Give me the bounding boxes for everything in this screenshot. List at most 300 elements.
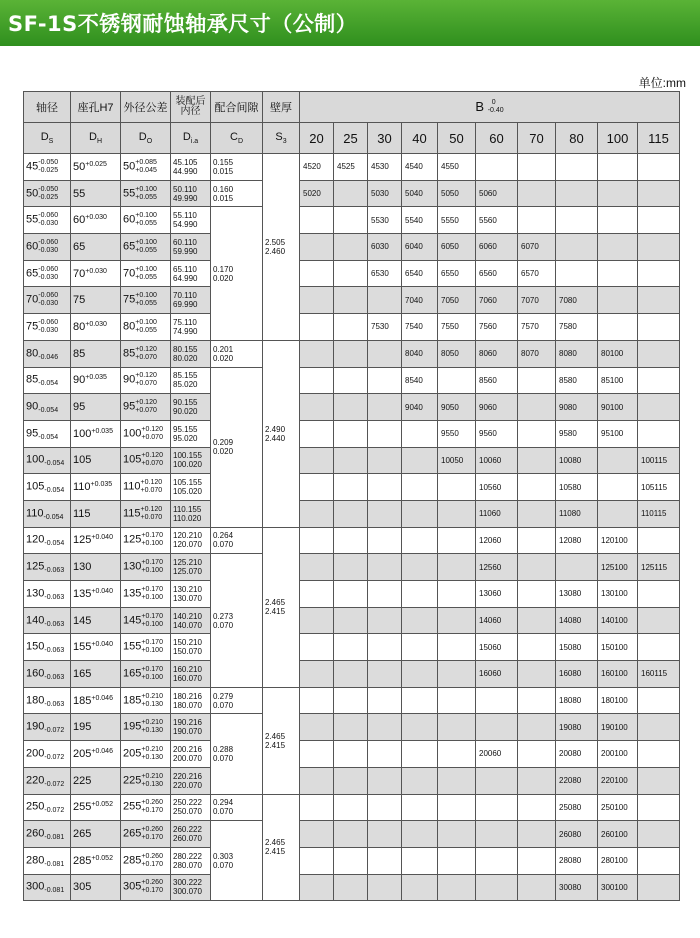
od-cell [121, 287, 171, 314]
bore-tolerance: +0.030 [85, 267, 107, 275]
part-number-cell: 5060 [476, 180, 518, 207]
shaft-tol-lower: -0.081 [44, 887, 65, 895]
bore-cell [71, 767, 121, 794]
clearance-max: 0.170 [213, 264, 234, 274]
clearance-min: 0.070 [213, 753, 234, 763]
part-number-cell: 280100 [598, 847, 638, 874]
part-number-cell: 9550 [438, 420, 476, 447]
od-tolerance [135, 212, 157, 228]
shaft-tolerance [44, 452, 64, 468]
assembled-id-max: 80.155 [173, 344, 198, 354]
assembled-id-max: 150.210 [173, 638, 202, 648]
shaft-tol-upper: -0.050 [38, 185, 59, 193]
od-tol-upper: +0.120 [135, 372, 157, 380]
part-number-cell [368, 794, 402, 821]
od-tolerance [135, 346, 157, 362]
od-value: 100 [123, 427, 142, 440]
part-number-cell [300, 394, 334, 421]
header-width-b-label: B [475, 98, 485, 114]
assembled-id-cell [171, 607, 211, 634]
od-tolerance [135, 292, 157, 308]
part-number-cell [518, 420, 556, 447]
assembled-id-min: 64.990 [173, 273, 198, 283]
part-number-cell: 220100 [598, 767, 638, 794]
part-number-cell: 15060 [476, 634, 518, 661]
shaft-cell [24, 154, 71, 181]
od-value: 115 [123, 507, 141, 520]
od-tol-upper: +0.170 [141, 639, 163, 647]
od-value: 255 [123, 800, 142, 813]
bore-value: 95 [73, 401, 86, 414]
shaft-value: 50 [26, 187, 39, 200]
assembled-id-min: 180.070 [173, 700, 202, 710]
part-number-cell [334, 794, 368, 821]
od-value: 130 [123, 560, 142, 573]
od-tol-lower: +0.070 [141, 433, 163, 441]
bore-cell [71, 260, 121, 287]
table-row [24, 367, 680, 394]
bore-value: 100 [73, 427, 92, 440]
part-number-cell [334, 767, 368, 794]
table-row [24, 207, 680, 234]
part-number-cell [438, 874, 476, 901]
assembled-id-max: 190.216 [173, 718, 202, 728]
part-number-cell [638, 234, 680, 261]
part-number-cell: 7580 [556, 314, 598, 341]
od-tol-upper: +0.170 [141, 665, 163, 673]
od-value: 195 [123, 720, 142, 733]
part-number-cell [300, 741, 334, 768]
od-cell [121, 154, 171, 181]
od-cell [121, 687, 171, 714]
part-number-cell [300, 260, 334, 287]
part-number-cell: 10560 [476, 474, 518, 501]
part-number-cell [402, 794, 438, 821]
part-number-cell [638, 340, 680, 367]
part-number-cell [300, 554, 334, 581]
shaft-cell [24, 794, 71, 821]
part-number-cell [368, 607, 402, 634]
part-number-cell: 120100 [598, 527, 638, 554]
sym-shaft [24, 123, 71, 154]
part-number-cell: 6070 [518, 234, 556, 261]
clearance-min: 0.020 [213, 447, 234, 457]
shaft-value: 60 [26, 240, 39, 253]
part-number-cell: 9580 [556, 420, 598, 447]
assembled-id-max: 125.210 [173, 558, 202, 568]
bore-cell [71, 607, 121, 634]
shaft-value: 250 [26, 800, 45, 813]
shaft-value: 125 [26, 560, 45, 573]
clearance-cell [211, 821, 263, 901]
part-number-cell: 7070 [518, 287, 556, 314]
b-col-8: 100 [598, 123, 638, 154]
od-cell [121, 394, 171, 421]
od-tolerance [141, 666, 163, 682]
part-number-cell: 8060 [476, 340, 518, 367]
part-number-cell: 26080 [556, 821, 598, 848]
shaft-tolerance [44, 826, 64, 842]
od-tol-upper: +0.120 [135, 399, 157, 407]
part-number-cell: 6040 [402, 234, 438, 261]
bore-value: 195 [73, 721, 92, 734]
part-number-cell [518, 687, 556, 714]
part-number-cell [476, 767, 518, 794]
assembled-id-cell [171, 767, 211, 794]
od-cell [121, 607, 171, 634]
part-number-cell: 110115 [638, 500, 680, 527]
part-number-cell [300, 874, 334, 901]
part-number-cell [598, 474, 638, 501]
part-number-cell [556, 180, 598, 207]
assembled-id-max: 70.110 [173, 291, 197, 301]
od-value: 80 [123, 320, 136, 333]
shaft-cell [24, 447, 71, 474]
shaft-value: 85 [26, 373, 39, 386]
part-number-cell [368, 714, 402, 741]
part-number-cell [518, 207, 556, 234]
part-number-cell [368, 367, 402, 394]
shaft-value: 180 [26, 694, 45, 707]
od-tol-lower: +0.100 [141, 567, 163, 575]
part-number-cell: 12560 [476, 554, 518, 581]
part-number-cell [368, 474, 402, 501]
assembled-id-cell [171, 314, 211, 341]
table-row [24, 821, 680, 848]
part-number-cell: 180100 [598, 687, 638, 714]
part-number-cell [334, 661, 368, 688]
part-number-cell: 9080 [556, 394, 598, 421]
shaft-cell [24, 714, 71, 741]
od-tol-lower: +0.100 [141, 593, 163, 601]
od-tol-upper: +0.210 [141, 772, 163, 780]
od-value: 225 [123, 774, 142, 787]
assembled-id-max: 200.216 [173, 744, 202, 754]
part-number-cell [300, 714, 334, 741]
clearance-max: 0.279 [213, 691, 234, 701]
shaft-tolerance [44, 613, 64, 629]
sym-clearance [211, 123, 263, 154]
part-number-cell: 5030 [368, 180, 402, 207]
bore-value: 185 [73, 694, 92, 707]
bore-cell [71, 340, 121, 367]
part-number-cell: 7570 [518, 314, 556, 341]
od-cell [121, 207, 171, 234]
wall-max: 2.465 [265, 838, 286, 848]
od-value: 285 [123, 854, 142, 867]
part-number-cell [638, 314, 680, 341]
assembled-id-cell [171, 634, 211, 661]
part-number-cell [368, 340, 402, 367]
assembled-id-min: 160.070 [173, 673, 202, 683]
sym-letter: D [182, 130, 191, 143]
part-number-cell [334, 874, 368, 901]
od-tol-upper: +0.210 [141, 719, 163, 727]
od-tolerance [141, 879, 163, 895]
od-tolerance [135, 159, 157, 175]
od-tolerance [141, 506, 163, 522]
part-number-cell: 20080 [556, 741, 598, 768]
od-cell [121, 661, 171, 688]
part-number-cell [300, 581, 334, 608]
assembled-id-max: 85.155 [173, 371, 198, 381]
assembled-id-max: 50.110 [173, 184, 197, 194]
assembled-id-max: 75.110 [173, 317, 197, 327]
part-number-cell: 12060 [476, 527, 518, 554]
part-number-cell [518, 367, 556, 394]
shaft-tolerance [38, 266, 58, 282]
part-number-cell: 6050 [438, 234, 476, 261]
shaft-cell [24, 474, 71, 501]
assembled-id-min: 130.070 [173, 593, 202, 603]
part-number-cell [476, 714, 518, 741]
shaft-tol-lower: -0.054 [38, 407, 59, 415]
wall-max: 2.505 [265, 237, 286, 247]
assembled-id-min: 59.990 [173, 246, 198, 256]
od-tol-lower: +0.070 [135, 380, 157, 388]
part-number-cell: 130100 [598, 581, 638, 608]
part-number-cell [368, 741, 402, 768]
part-number-cell [476, 154, 518, 181]
od-tol-lower: +0.055 [135, 193, 157, 201]
shaft-cell [24, 581, 71, 608]
shaft-value: 200 [26, 747, 45, 760]
assembled-id-max: 95.155 [173, 424, 198, 434]
part-number-cell [300, 314, 334, 341]
od-tol-upper: +0.120 [140, 505, 163, 513]
clearance-max: 0.288 [213, 744, 234, 754]
part-number-cell [334, 581, 368, 608]
part-number-cell [300, 687, 334, 714]
shaft-cell [24, 767, 71, 794]
part-number-cell [334, 367, 368, 394]
od-cell [121, 821, 171, 848]
part-number-cell [518, 634, 556, 661]
b-col-6: 70 [518, 123, 556, 154]
b-col-4: 50 [438, 123, 476, 154]
assembled-id-min: 95.020 [173, 433, 198, 443]
part-number-cell: 6540 [402, 260, 438, 287]
assembled-id-min: 190.070 [173, 727, 202, 737]
part-number-cell [518, 821, 556, 848]
part-number-cell [300, 607, 334, 634]
part-number-cell: 12080 [556, 527, 598, 554]
part-number-cell [438, 741, 476, 768]
bore-tolerance: +0.030 [85, 320, 107, 328]
table-row [24, 554, 680, 581]
table-row [24, 634, 680, 661]
od-tolerance [141, 719, 163, 735]
od-value: 265 [123, 827, 142, 840]
od-value: 185 [123, 694, 142, 707]
od-tol-lower: +0.055 [135, 326, 157, 334]
shaft-tol-lower: -0.054 [38, 380, 59, 388]
bore-tolerance: +0.035 [90, 481, 113, 489]
assembled-id-cell [171, 447, 211, 474]
part-number-cell [638, 847, 680, 874]
shaft-tol-lower: -0.063 [44, 700, 65, 708]
shaft-value: 80 [26, 347, 39, 360]
bore-value: 285 [73, 854, 92, 867]
bore-tolerance: +0.052 [91, 854, 113, 862]
od-tol-lower: +0.130 [141, 727, 163, 735]
bore-cell [71, 847, 121, 874]
part-number-cell [518, 500, 556, 527]
part-number-cell [402, 874, 438, 901]
od-cell [121, 447, 171, 474]
assembled-id-cell [171, 207, 211, 234]
od-tol-upper: +0.120 [135, 345, 157, 353]
part-number-cell: 4550 [438, 154, 476, 181]
assembled-id-min: 200.070 [173, 753, 202, 763]
shaft-tol-lower: -0.046 [38, 353, 59, 361]
od-value: 305 [123, 881, 142, 894]
bore-value: 135 [73, 587, 92, 600]
assembled-id-min: 150.070 [173, 647, 202, 657]
part-number-cell [368, 500, 402, 527]
shaft-tolerance [38, 399, 58, 415]
shaft-tol-lower: -0.054 [43, 513, 64, 521]
od-tolerance [141, 853, 163, 869]
shaft-tolerance [38, 186, 58, 202]
part-number-cell [402, 474, 438, 501]
part-number-cell [368, 767, 402, 794]
shaft-cell [24, 821, 71, 848]
part-number-cell: 15080 [556, 634, 598, 661]
shaft-tolerance [38, 426, 58, 442]
clearance-max: 0.201 [213, 344, 234, 354]
part-number-cell [638, 180, 680, 207]
part-number-cell [438, 474, 476, 501]
od-tolerance [141, 799, 163, 815]
assembled-id-min: 90.020 [173, 407, 198, 417]
part-number-cell [402, 714, 438, 741]
bore-cell [71, 527, 121, 554]
shaft-value: 280 [26, 854, 45, 867]
sym-wall [263, 123, 300, 154]
part-number-cell [638, 687, 680, 714]
od-cell [121, 314, 171, 341]
bore-tolerance: +0.046 [91, 747, 113, 755]
shaft-tolerance [44, 666, 64, 682]
assembled-id-min: 260.070 [173, 834, 202, 844]
shaft-tol-lower: -0.072 [44, 780, 65, 788]
part-number-cell [334, 234, 368, 261]
part-number-cell [518, 714, 556, 741]
bore-tolerance: +0.046 [91, 694, 113, 702]
part-number-cell [518, 527, 556, 554]
part-number-cell [638, 821, 680, 848]
shaft-cell [24, 874, 71, 901]
part-number-cell [300, 207, 334, 234]
part-number-cell [598, 260, 638, 287]
bore-value: 80 [73, 320, 86, 333]
wall-cell [263, 687, 300, 794]
assembled-id-cell [171, 234, 211, 261]
b-tol-upper: 0 [491, 99, 496, 107]
assembled-id-max: 130.210 [173, 584, 202, 594]
part-number-cell: 250100 [598, 794, 638, 821]
shaft-cell [24, 661, 71, 688]
part-number-cell [438, 367, 476, 394]
part-number-cell: 10050 [438, 447, 476, 474]
part-number-cell [334, 687, 368, 714]
part-number-cell [438, 527, 476, 554]
part-number-cell [300, 527, 334, 554]
shaft-value: 100 [26, 454, 45, 467]
od-tolerance [141, 693, 163, 709]
shaft-tol-lower: -0.072 [44, 807, 65, 815]
wall-max: 2.465 [265, 731, 286, 741]
part-number-cell [402, 500, 438, 527]
od-value: 145 [123, 614, 142, 627]
assembled-id-cell [171, 474, 211, 501]
shaft-tolerance [44, 506, 64, 522]
bore-cell [71, 394, 121, 421]
part-number-cell [334, 607, 368, 634]
part-number-cell [518, 874, 556, 901]
od-cell [121, 581, 171, 608]
od-tol-upper: +0.260 [141, 826, 163, 834]
part-number-cell [368, 634, 402, 661]
part-number-cell: 18080 [556, 687, 598, 714]
bore-value: 305 [73, 881, 92, 894]
od-tolerance [141, 826, 163, 842]
assembled-id-max: 140.210 [173, 611, 202, 621]
part-number-cell [334, 394, 368, 421]
clearance-cell [211, 340, 263, 367]
shaft-tol-lower: -0.030 [38, 246, 59, 254]
od-tol-upper: +0.120 [141, 425, 163, 433]
part-number-cell [368, 287, 402, 314]
shaft-value: 90 [26, 400, 39, 413]
part-number-cell [438, 794, 476, 821]
part-number-cell [556, 260, 598, 287]
part-number-cell [598, 500, 638, 527]
od-tol-upper: +0.100 [135, 185, 157, 193]
part-number-cell [334, 474, 368, 501]
shaft-value: 95 [26, 427, 39, 440]
bore-value: 225 [73, 774, 92, 787]
shaft-tolerance [44, 586, 64, 602]
od-value: 75 [123, 293, 136, 306]
part-number-cell [638, 260, 680, 287]
clearance-min: 0.015 [213, 166, 234, 176]
header-width-b [300, 92, 680, 123]
assembled-id-cell [171, 687, 211, 714]
clearance-cell [211, 154, 263, 181]
sym-assembled-id [171, 123, 211, 154]
shaft-cell [24, 367, 71, 394]
shaft-value: 150 [26, 640, 45, 653]
od-tolerance [135, 399, 157, 415]
bore-tolerance: +0.040 [91, 534, 113, 542]
od-cell [121, 767, 171, 794]
od-tol-lower: +0.170 [141, 834, 163, 842]
part-number-cell: 90100 [598, 394, 638, 421]
table-row [24, 287, 680, 314]
table-row [24, 500, 680, 527]
bore-cell [71, 234, 121, 261]
part-number-cell: 5550 [438, 207, 476, 234]
assembled-id-cell [171, 420, 211, 447]
part-number-cell: 4520 [300, 154, 334, 181]
shaft-value: 220 [26, 774, 45, 787]
part-number-cell [556, 234, 598, 261]
od-tolerance [135, 186, 157, 202]
shaft-tol-lower: -0.072 [44, 753, 65, 761]
part-number-cell [638, 767, 680, 794]
